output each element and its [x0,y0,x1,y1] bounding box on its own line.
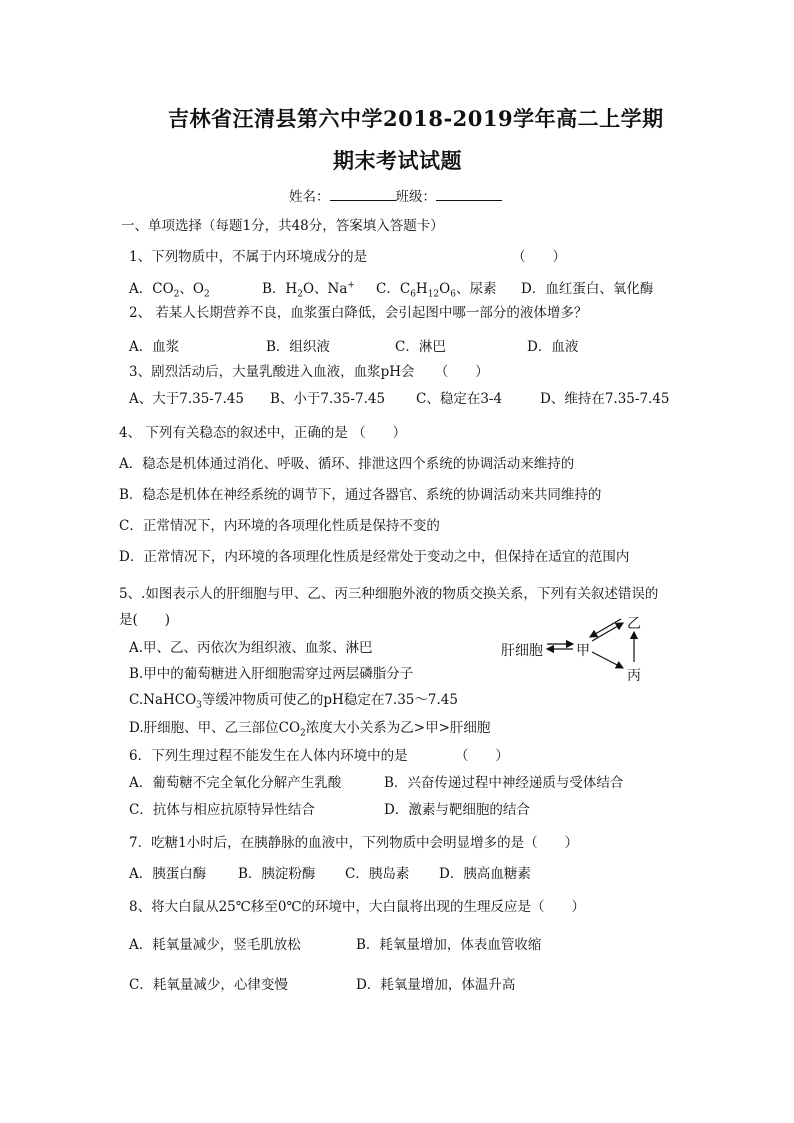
diagram-label-liver: 肝细胞 [501,643,543,659]
q8-option-d: D．耗氧量增加，体温升高 [356,977,516,993]
class-label: 班级： [395,189,436,205]
q1-option-d: D．血红蛋白、氧化酶 [521,281,654,297]
page-subtitle: 期末考试试题 [333,148,462,173]
q4-option-b: B．稳态是机体在神经系统的调节下，通过各器官、系统的协调活动来共同维持的 [119,487,602,503]
q2-option-a: A．血浆 [129,339,180,355]
q1-stem: 1、下列物质中，不属于内环境成分的是 [129,249,368,265]
q4-option-a: A．稳态是机体通过消化、呼吸、循环、排泄这四个系统的协调活动来维持的 [119,456,575,472]
q8-option-c: C．耗氧量减少，心律变慢 [129,977,288,993]
q5-stem-line2: 是( ) [119,612,171,628]
diagram-arrows [497,610,657,682]
q4-stem: 4、 下列有关稳态的叙述中，正确的是 （ ） [119,425,407,441]
q5-option-b: B.甲中的葡萄糖进入肝细胞需穿过两层磷脂分子 [129,666,414,682]
q8-option-a: A．耗氧量减少，竖毛肌放松 [129,937,301,953]
q1-option-b: B．$H_2O$、Na+ [262,280,355,300]
q3-option-c: C、稳定在3-4 [416,391,503,407]
q7-stem: 7．吃糖1小时后，在胰静脉的血液中，下列物质中会明显增多的是（ ） [129,835,579,851]
q6-stem: 6．下列生理过程不能发生在人体内环境中的是 （ ） [129,748,509,764]
q2-stem: 2、 若某人长期营养不良，血浆蛋白降低，会引起图中哪一部分的液体增多？ [129,305,588,321]
q3-option-d: D、维持在7.35-7.45 [540,391,670,407]
q5-option-c: C.NaHCO$_3$等缓冲物质可使乙的pH稳定在7.35～7.45 [129,692,458,711]
q6-option-c: C．抗体与相应抗原特异性结合 [129,802,315,818]
q3-option-a: A、大于7.35-7.45 [129,391,244,407]
student-info [289,188,502,205]
q6-option-a: A．葡萄糖不完全氧化分解产生乳酸 [129,775,342,791]
q7-option-d: D．胰高血糖素 [439,866,531,882]
q4-option-c: C．正常情况下，内环境的各项理化性质是保持不变的 [119,518,440,534]
q7-option-c: C．胰岛素 [345,866,410,882]
name-label: 姓名： [289,189,330,205]
q2-option-d: D．血液 [527,339,579,355]
q7-option-a: A．胰蛋白酶 [129,866,207,882]
diagram-label-jia: 甲 [576,643,590,659]
q3-option-b: B、小于7.35-7.45 [270,391,386,407]
q1-option-c: C．$C_6H_{12}O_6$、尿素 [376,281,497,300]
q8-stem: 8、将大白鼠从25℃移至0℃的环境中，大白鼠将出现的生理反应是（ ） [129,899,586,915]
q8-option-b: B．耗氧量增加，体表血管收缩 [356,937,542,953]
q1-paren: （ ） [512,249,566,265]
section-header: 一、单项选择（每题1分，共48分，答案填入答题卡） [121,218,444,234]
q6-option-b: B．兴奋传递过程中神经递质与受体结合 [384,775,624,791]
q5-option-a: A.甲、乙、丙依次为组织液、血浆、淋巴 [129,640,373,656]
name-blank [330,188,396,201]
q4-option-d: D．正常情况下，内环境的各项理化性质是经常处于变动之中，但保持在适宜的范围内 [119,549,630,565]
q7-option-b: B．胰淀粉酶 [238,866,316,882]
fluid-exchange-diagram [497,610,657,682]
q5-option-d: D.肝细胞、甲、乙三部位$CO_2$浓度大小关系为乙>甲>肝细胞 [129,720,491,739]
diagram-label-bing: 丙 [627,668,641,684]
class-blank [436,188,502,201]
q2-option-b: B．组织液 [266,339,330,355]
q3-stem: 3、剧烈活动后，大量乳酸进入血液，血浆pH会 （ ） [129,364,489,380]
page-title: 吉林省汪清县第六中学2018-2019学年高二上学期 [168,106,664,131]
q1-option-a: A．$CO_2$、$O_2$ [129,281,210,300]
q6-option-d: D．激素与靶细胞的结合 [384,802,530,818]
diagram-label-yi: 乙 [627,616,641,632]
q5-stem-line1: 5、.如图表示人的肝细胞与甲、乙、丙三种细胞外液的物质交换关系，下列有关叙述错误的 [119,586,659,602]
q2-option-c: C．淋巴 [395,339,446,355]
